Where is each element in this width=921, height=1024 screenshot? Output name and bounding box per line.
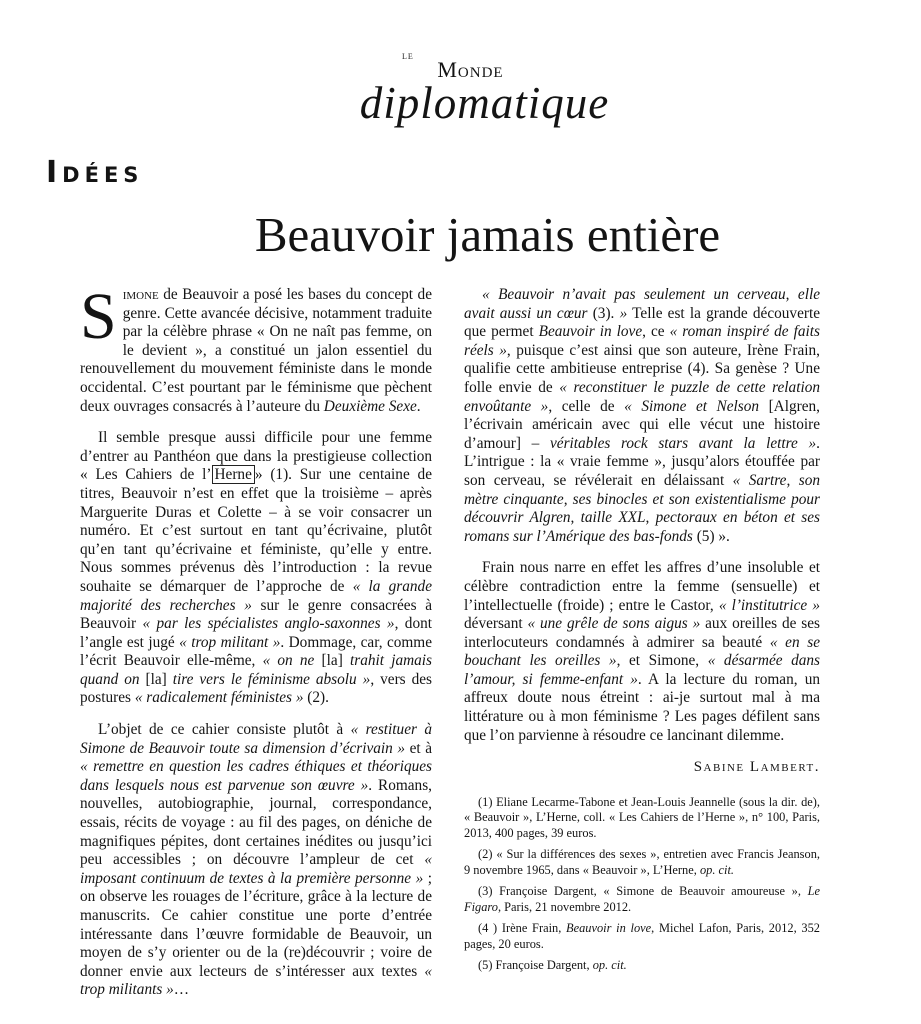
section-heading: Idées (46, 155, 144, 190)
paragraph (80, 280, 432, 416)
text-run: op. cit. (592, 958, 627, 973)
paragraph (80, 721, 432, 1000)
quote: véritables rock stars avant la lettre » (549, 434, 817, 452)
text-run: (2) « Sur la différences des sexes », entretien avec Francis Jeanson, 9 novembre 1965, dans « Beauvoir », L’Herne, (464, 847, 820, 877)
footnote (464, 847, 820, 878)
text-run: (2). (303, 689, 329, 707)
quote: « Sartre, son mètre cinquante, ses binocles et son existentialisme pour découvrir Algren, taille XXL, pectoraux en béton et ses romans sur l’Amérique des bas-fonds (464, 471, 820, 545)
footnote (464, 921, 820, 952)
paragraph (464, 559, 820, 745)
paragraph (80, 429, 432, 708)
text-run: , dont l’angle est jugé (80, 615, 432, 651)
text-run: … (173, 981, 190, 999)
text-run: L’objet de ce cahier consiste plutôt à (98, 721, 351, 739)
drop-cap: S (80, 280, 117, 353)
quote: « radicalement féministes » (134, 689, 304, 707)
quote: « Beauvoir n’avait pas seulement un cerveau, elle avait aussi un cœur (464, 286, 820, 322)
text-run: Telle est la grande découverte que permet (464, 304, 820, 341)
quote: « imposant continuum de textes à la première personne » (80, 851, 432, 887)
paragraph (464, 286, 820, 546)
text-run: . L’intrigue : la « vraie femme », jusqu’alors étouffée par son cerveau, se révélerait en délaissant (464, 434, 820, 489)
quote: « désarmée dans l’amour, si femme-enfant » (464, 652, 820, 688)
footnote (464, 795, 820, 842)
quote: » (619, 304, 628, 322)
text-run: , vers des postures (80, 670, 432, 707)
book-title: Beauvoir in love (538, 323, 643, 341)
text-run: , puisque c’est ainsi que son auteure, Irène Frain, qualifie cette ambitieuse entreprise (4). Sa genèse ? Une folle envie de (464, 341, 820, 396)
masthead-diplomatique: diplomatique (359, 78, 610, 128)
text-run: (4 ) Irène Frain, (478, 921, 567, 936)
article-title: Beauvoir jamais entière (254, 207, 721, 262)
text-run: op. cit. (699, 862, 735, 877)
text-run: imone (122, 286, 159, 303)
text-run: , Paris, 21 novembre 2012. (497, 899, 632, 914)
text-run: Beauvoir in love (566, 921, 652, 936)
book-title: Deuxième Sexe (323, 397, 417, 415)
text-run: . Dommage, car, comme l’écrit Beauvoir elle-même, (80, 633, 432, 670)
quote: « remettre en question les cadres éthiques et théoriques dans lesquels nous est parvenue son œuvre » (80, 758, 432, 794)
text-run: [la] (314, 652, 350, 670)
text-run: [Algren, l’écrivain américain avec qui elle vécut une histoire d’amour] – (464, 397, 820, 452)
text-run: aux oreilles de ses interlocuteurs condamnés à admirer sa beauté (464, 615, 820, 651)
quote: « une grêle de sons aigus » (527, 615, 701, 633)
text-run: . (416, 397, 421, 415)
right-column (464, 286, 820, 980)
text-run: . A la lecture du roman, un affreux doute nous étreint : ai-je surtout mal à ma littérature ou à mon féminisme ? Les pages défilent sans que l’on parvienne à résoudre ce lancinant dilemme. (464, 670, 820, 744)
text-run: (5) ». (692, 527, 730, 545)
text-run: [la] (139, 670, 173, 688)
quote: « on ne (262, 652, 315, 670)
text-run: , Michel Lafon, Paris, 2012, 352 pages, 20 euros. (464, 921, 820, 951)
quote: « Simone et Nelson (624, 397, 760, 415)
quote: « roman inspiré de faits réels » (464, 323, 820, 359)
quote: « restituer à Simone de Beauvoir toute sa dimension d’écrivain » (80, 721, 432, 757)
text-run: (3). (587, 304, 620, 322)
text-run: (5) Françoise Dargent, (478, 958, 593, 973)
quote: « la grande majorité des recherches » (80, 577, 432, 614)
text-run: . Romans, nouvelles, autobiographie, journal, correspondance, essais, récits de voyage : au fil des pages, on déniche de magnifiques pépites, dont certaines inédites ou jusqu’ici peu accessibles ; on découvre l’ampleur de cet (80, 776, 432, 869)
quote: « l’institutrice » (718, 596, 820, 614)
quote: « par les spécialistes anglo-saxonnes » (142, 615, 395, 633)
text-run: sur le genre consacrées à Beauvoir (80, 596, 432, 633)
text-run: Il semble presque aussi difficile pour une femme d’entrer au Panthéon que dans la prestigieuse collection « Les Cahiers de l’ (80, 429, 432, 484)
text-run: Le Figaro (464, 884, 820, 914)
text-run: » (1). Sur une centaine de titres, Beauvoir n’est en effet que la troisième – après Marguerite Duras et Colette – à se voir consacrer un numéro. Et c’est surtout en tant qu’écrivaine, plutôt qu’en tant qu’écrivaine et féministe, qu’elle y entre. Nous sommes prévenus dès l’introduction : la revue souhaite se démarquer de l’approche de (80, 466, 432, 595)
left-column (80, 280, 432, 1013)
quote: « reconstituer le puzzle de cette relation envoûtante » (464, 378, 820, 415)
masthead-monde: Monde (437, 57, 504, 82)
text-run: déversant (464, 615, 528, 633)
text-run: , celle de (548, 397, 625, 415)
quote: « en se bouchant les oreilles » (464, 633, 820, 670)
footnote (464, 884, 820, 915)
text-run: , et Simone, (616, 652, 708, 670)
text-run: ; on observe les rouages de l’écriture, grâce à la lecture de manuscrits. Ce cahier constitue une porte d’entrée intéressante dans l’œuvre formidable de Beauvoir, un moyen de s’y orienter ou de la (re)découvrir ; voire de donner envie aux lecteurs de s’intéresser aux textes (80, 869, 432, 980)
text-run: de Beauvoir a posé les bases du concept de genre. Cette avancée décisive, notamment traduite par la célèbre phrase « On ne naît pas femme, on le devient », a constitué un jalon essentiel du renouvellement du mouvement féministe dans le monde occidental. C’est pourtant par le féminisme que pèchent deux ouvrages consacrés à l’auteure du (80, 286, 432, 415)
quote: « trop militants » (80, 962, 432, 999)
quote: « trop militant » (179, 633, 281, 651)
quote: tire vers le féminisme absolu » (172, 670, 371, 688)
text-run: (1) Eliane Lecarme-Tabone et Jean-Louis Jeannelle (sous la dir. de), « Beauvoir », L’Herne, coll. « Les Cahiers de l’Herne », n° 100, Paris, 2013, 400 pages, 39 euros. (464, 794, 820, 840)
quote: trahit jamais quand on (80, 652, 432, 688)
author-signature: Sabine Lambert. (693, 759, 820, 776)
masthead-le: LE (402, 52, 414, 61)
text-run: , ce (642, 323, 670, 341)
boxed-word: Herne (212, 465, 255, 484)
text-run: (3) Françoise Dargent, « Simone de Beauvoir amoureuse », (478, 884, 808, 899)
footnote (464, 958, 820, 974)
text-run: et à (405, 739, 432, 757)
text-run: Frain nous narre en effet les affres d’une insoluble et célèbre contradiction entre la femme (sensuelle) et l’intellectuelle (froide) ; entre le Castor, (464, 559, 820, 614)
footnotes (464, 795, 820, 974)
